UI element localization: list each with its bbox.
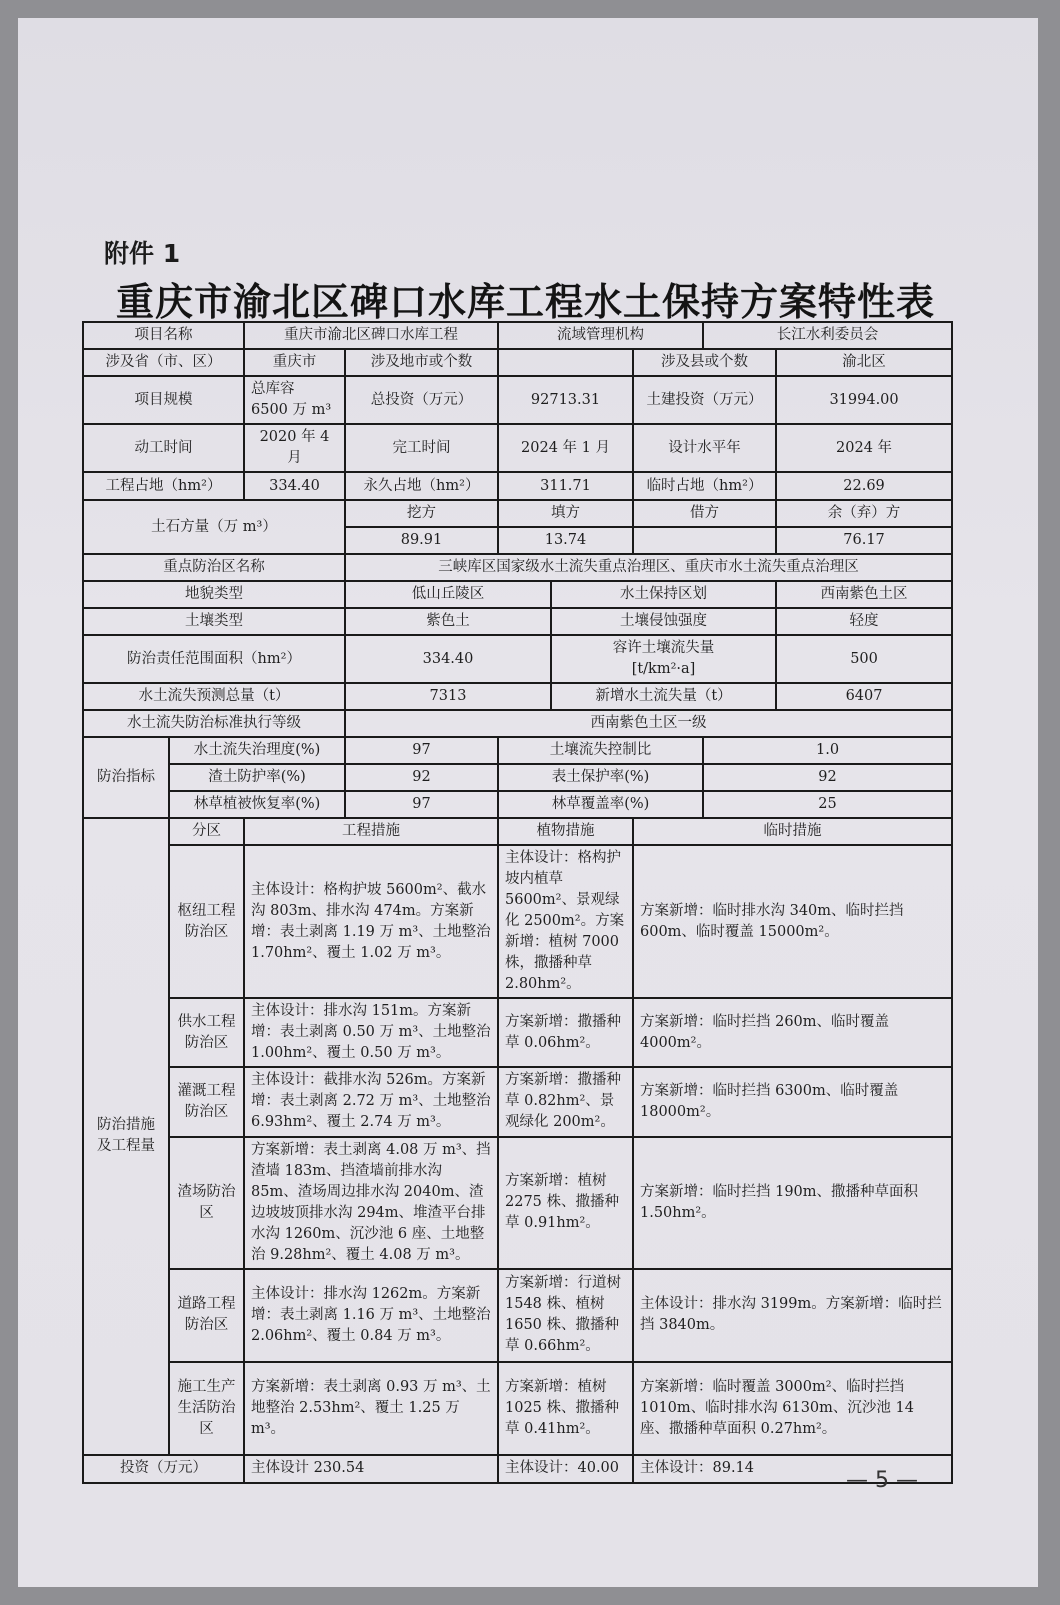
indicator-label: 水土流失治理度(%) (169, 737, 345, 764)
indicator-value: 25 (703, 791, 952, 818)
table-row (83, 998, 952, 1067)
plant-measures: 方案新增：行道树 1548 株、植树 1650 株、撒播种草 0.66hm²。 (498, 1269, 633, 1362)
indicator-value: 92 (703, 764, 952, 791)
cell-label: 挖方 (345, 500, 498, 527)
table-row (83, 635, 952, 683)
engineering-measures: 方案新增：表土剥离 4.08 万 m³、挡渣墙 183m、挡渣墙前排水沟 85m、渣场周边排水沟 2040m、渣边坡坡顶排水沟 294m、堆渣平台排水沟 1260m、沉沙池 6 座、土地整治 9.28hm²、覆土 4.08 万 m³。 (244, 1137, 498, 1269)
investment-temporary: 主体设计：89.14 (633, 1455, 952, 1483)
engineering-measures: 主体设计：排水沟 1262m。方案新增：表土剥离 1.16 万 m³、土地整治 2.06hm²、覆土 0.84 万 m³。 (244, 1269, 498, 1362)
cell-label: 涉及县或个数 (633, 349, 776, 376)
table-row (83, 791, 952, 818)
cell-label: 土建投资（万元） (633, 376, 776, 424)
engineering-measures: 主体设计：排水沟 151m。方案新增：表土剥离 0.50 万 m³、土地整治 1.00hm²、覆土 0.50 万 m³。 (244, 998, 498, 1067)
cell-value: 重庆市 (244, 349, 345, 376)
temporary-measures: 方案新增：临时拦挡 190m、撒播种草面积 1.50hm²。 (633, 1137, 952, 1269)
cell-value (633, 527, 776, 554)
cell-label (551, 635, 776, 683)
cell-label: 项目名称 (83, 322, 244, 349)
scale-line-2: 6500 万 m³ (251, 402, 332, 419)
table-row (83, 424, 952, 472)
zone-name: 渣场防治区 (169, 1137, 244, 1269)
indicator-label: 渣土防护率(%) (169, 764, 345, 791)
cell-value (244, 376, 345, 424)
zone-name: 施工生产生活防治区 (169, 1362, 244, 1455)
table-row (83, 845, 952, 998)
allow-label-line-1: 容许土壤流失量 (612, 640, 715, 657)
investment-label: 投资（万元） (83, 1455, 244, 1483)
table-row (83, 500, 952, 527)
temporary-measures: 方案新增：临时覆盖 3000m²、临时拦挡 1010m、临时排水沟 6130m、沉沙池 14 座、撒播种草面积 0.27hm²。 (633, 1362, 952, 1455)
column-header: 分区 (169, 818, 244, 845)
cell-value: 7313 (345, 683, 551, 710)
cell-label: 土壤类型 (83, 608, 345, 635)
column-header: 工程措施 (244, 818, 498, 845)
plant-measures: 主体设计：格构护坡内植草 5600m²、景观绿化 2500m²。方案新增：植树 7000 株，撒播种草 2.80hm²。 (498, 845, 633, 998)
column-header: 临时措施 (633, 818, 952, 845)
cell-value: 92713.31 (498, 376, 633, 424)
investment-engineering: 主体设计 230.54 (244, 1455, 498, 1483)
column-header: 植物措施 (498, 818, 633, 845)
cell-label: 完工时间 (345, 424, 498, 472)
temporary-measures: 方案新增：临时拦挡 6300m、临时覆盖 18000m²。 (633, 1067, 952, 1136)
cell-value: 13.74 (498, 527, 633, 554)
document-page (18, 18, 1038, 1587)
indicator-label: 表土保护率(%) (498, 764, 703, 791)
temporary-measures: 方案新增：临时拦挡 260m、临时覆盖 4000m²。 (633, 998, 952, 1067)
cell-value: 2024 年 (776, 424, 952, 472)
cell-value: 渝北区 (776, 349, 952, 376)
cell-label: 涉及省（市、区） (83, 349, 244, 376)
cell-value: 31994.00 (776, 376, 952, 424)
cell-label: 动工时间 (83, 424, 244, 472)
page-number: — 5 — (846, 1468, 918, 1493)
cell-label: 设计水平年 (633, 424, 776, 472)
temporary-measures: 主体设计：排水沟 3199m。方案新增：临时拦挡 3840m。 (633, 1269, 952, 1362)
cell-value: 2024 年 1 月 (498, 424, 633, 472)
cell-label: 临时占地（hm²） (633, 472, 776, 500)
engineering-measures: 方案新增：表土剥离 0.93 万 m³、土地整治 2.53hm²、覆土 1.25 万 m³。 (244, 1362, 498, 1455)
table-row (83, 472, 952, 500)
cell-value: 重庆市渝北区碑口水库工程 (244, 322, 498, 349)
cell-value: 西南紫色土区一级 (345, 710, 952, 737)
table-row (83, 1362, 952, 1455)
cell-label: 新增水土流失量（t） (551, 683, 776, 710)
cell-label: 水土保持区划 (551, 581, 776, 608)
table-row (83, 1269, 952, 1362)
engineering-measures: 主体设计：截排水沟 526m。方案新增：表土剥离 2.72 万 m³、土地整治 6.93hm²、覆土 2.74 万 m³。 (244, 1067, 498, 1136)
characteristics-table (82, 321, 953, 1484)
cell-value: 311.71 (498, 472, 633, 500)
plant-measures: 方案新增：植树 2275 株、撒播种草 0.91hm²。 (498, 1137, 633, 1269)
cell-label: 土壤侵蚀强度 (551, 608, 776, 635)
zone-name: 灌溉工程防治区 (169, 1067, 244, 1136)
table-row (83, 376, 952, 424)
cell-value: 334.40 (244, 472, 345, 500)
cell-value: 三峡库区国家级水土流失重点治理区、重庆市水土流失重点治理区 (345, 554, 952, 581)
cell-label: 防治责任范围面积（hm²） (83, 635, 345, 683)
cell-label: 项目规模 (83, 376, 244, 424)
page-title: 重庆市渝北区碑口水库工程水土保持方案特性表 (116, 279, 936, 324)
zone-name: 枢纽工程防治区 (169, 845, 244, 998)
temporary-measures: 方案新增：临时排水沟 340m、临时拦挡 600m、临时覆盖 15000m²。 (633, 845, 952, 998)
cell-value: 紫色土 (345, 608, 551, 635)
cell-label: 工程占地（hm²） (83, 472, 244, 500)
cell-label: 水土流失预测总量（t） (83, 683, 345, 710)
table-row (83, 581, 952, 608)
cell-label: 永久占地（hm²） (345, 472, 498, 500)
indicator-group-label: 防治指标 (83, 737, 169, 818)
cell-value: 低山丘陵区 (345, 581, 551, 608)
indicator-value: 1.0 (703, 737, 952, 764)
indicator-label: 林草植被恢复率(%) (169, 791, 345, 818)
cell-label: 水土流失防治标准执行等级 (83, 710, 345, 737)
cell-value: 500 (776, 635, 952, 683)
plant-measures: 方案新增：撒播种草 0.82hm²、景观绿化 200m²。 (498, 1067, 633, 1136)
zone-name: 供水工程防治区 (169, 998, 244, 1067)
cell-label: 地貌类型 (83, 581, 345, 608)
cell-label: 涉及地市或个数 (345, 349, 498, 376)
table-row (83, 322, 952, 349)
measures-group-label: 防治措施及工程量 (83, 818, 169, 1454)
cell-label: 余（弃）方 (776, 500, 952, 527)
plant-measures: 方案新增：撒播种草 0.06hm²。 (498, 998, 633, 1067)
cell-value: 2020 年 4 月 (244, 424, 345, 472)
indicator-value: 97 (345, 791, 498, 818)
table-row (83, 818, 952, 845)
allow-label-line-2: [t/km²·a] (631, 661, 696, 678)
table-row (83, 737, 952, 764)
table-row (83, 1067, 952, 1136)
cell-label: 土石方量（万 m³） (83, 500, 345, 554)
scale-line-1: 总库容 (251, 381, 295, 398)
investment-plant: 主体设计：40.00 (498, 1455, 633, 1483)
cell-value: 76.17 (776, 527, 952, 554)
cell-value: 89.91 (345, 527, 498, 554)
cell-value (498, 349, 633, 376)
plant-measures: 方案新增：植树 1025 株、撒播种草 0.41hm²。 (498, 1362, 633, 1455)
table-row (83, 710, 952, 737)
table-row (83, 1137, 952, 1269)
table-row (83, 764, 952, 791)
cell-value: 长江水利委员会 (703, 322, 952, 349)
indicator-value: 92 (345, 764, 498, 791)
table-row (83, 349, 952, 376)
table-row (83, 683, 952, 710)
table-row (83, 554, 952, 581)
cell-value: 轻度 (776, 608, 952, 635)
engineering-measures: 主体设计：格构护坡 5600m²、截水沟 803m、排水沟 474m。方案新增：表土剥离 1.19 万 m³、土地整治 1.70hm²、覆土 1.02 万 m³。 (244, 845, 498, 998)
cell-label: 重点防治区名称 (83, 554, 345, 581)
cell-value: 334.40 (345, 635, 551, 683)
indicator-label: 土壤流失控制比 (498, 737, 703, 764)
cell-label: 填方 (498, 500, 633, 527)
cell-value: 22.69 (776, 472, 952, 500)
indicator-label: 林草覆盖率(%) (498, 791, 703, 818)
zone-name: 道路工程防治区 (169, 1269, 244, 1362)
indicator-value: 97 (345, 737, 498, 764)
cell-value: 6407 (776, 683, 952, 710)
table-row (83, 608, 952, 635)
table-row (83, 1455, 952, 1483)
cell-label: 借方 (633, 500, 776, 527)
cell-value: 西南紫色土区 (776, 581, 952, 608)
cell-label: 总投资（万元） (345, 376, 498, 424)
annex-label: 附件 1 (104, 239, 181, 268)
cell-label: 流域管理机构 (498, 322, 703, 349)
